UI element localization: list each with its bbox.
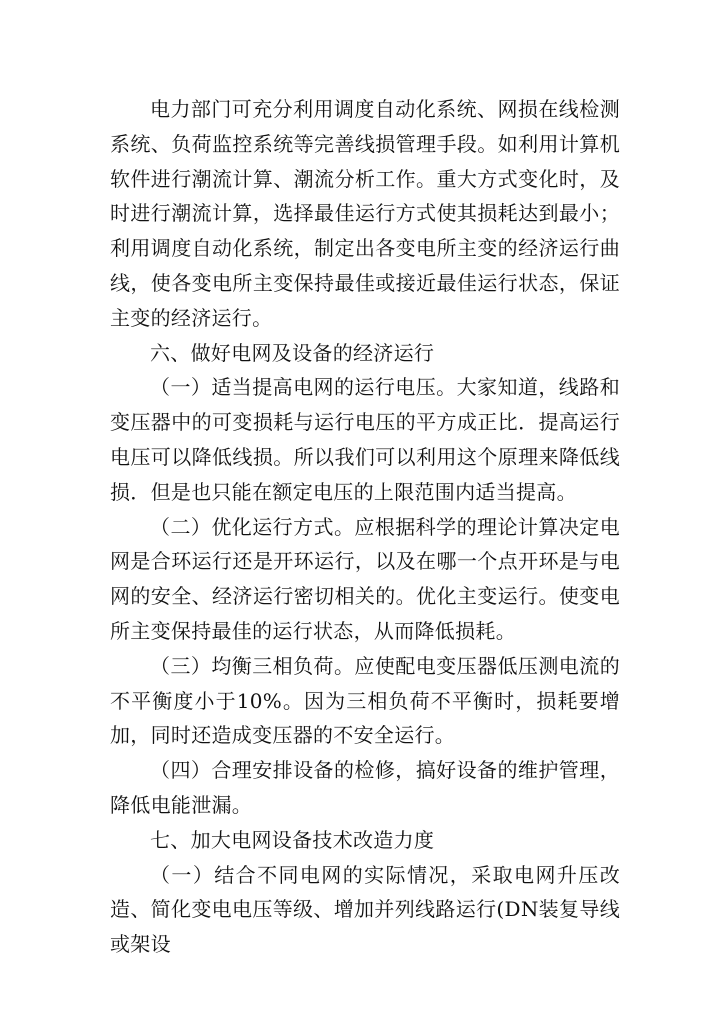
document-body: [110, 92, 620, 962]
paragraph-balance-load: （三）均衡三相负荷。应使配电变压器低压测电流的不平衡度小于10%。因为三相负荷不平衡时，损耗要增加，同时还造成变压器的不安全运行。: [110, 653, 620, 748]
heading-section-seven: 七、加大电网设备技术改造力度: [150, 827, 435, 852]
paragraph-grid-upgrade: （一）结合不同电网的实际情况，采取电网升压改造、简化变电电压等级、增加并列线路运行(DN装复导线或架设: [110, 862, 620, 957]
paragraph-optimize-operation: （二）优化运行方式。应根据科学的理论计算决定电网是合环运行还是开环运行，以及在哪一个点开环是与电网的安全、经济运行密切相关的。优化主变运行。使变电所主变保持最佳的运行状态，从而降低损耗。: [110, 514, 620, 643]
heading-section-six: 六、做好电网及设备的经济运行: [150, 340, 435, 365]
paragraph-maintenance: （四）合理安排设备的检修，搞好设备的维护管理，降低电能泄漏。: [110, 758, 620, 817]
paragraph-raise-voltage: （一）适当提高电网的运行电压。大家知道，线路和变压器中的可变损耗与运行电压的平方成正比．提高运行电压可以降低线损。所以我们可以利用这个原理来降低线损．但是也只能在额定电压的上限范围内适当提高。: [110, 375, 620, 504]
paragraph-dispatch-automation: 电力部门可充分利用调度自动化系统、网损在线检测系统、负荷监控系统等完善线损管理手段。如利用计算机软件进行潮流计算、潮流分析工作。重大方式变化时，及时进行潮流计算，选择最佳运行方式使其损耗达到最小；利用调度自动化系统，制定出各变电所主变的经济运行曲线，使各变电所主变保持最佳或接近最佳运行状态，保证主变的经济运行。: [110, 97, 620, 330]
